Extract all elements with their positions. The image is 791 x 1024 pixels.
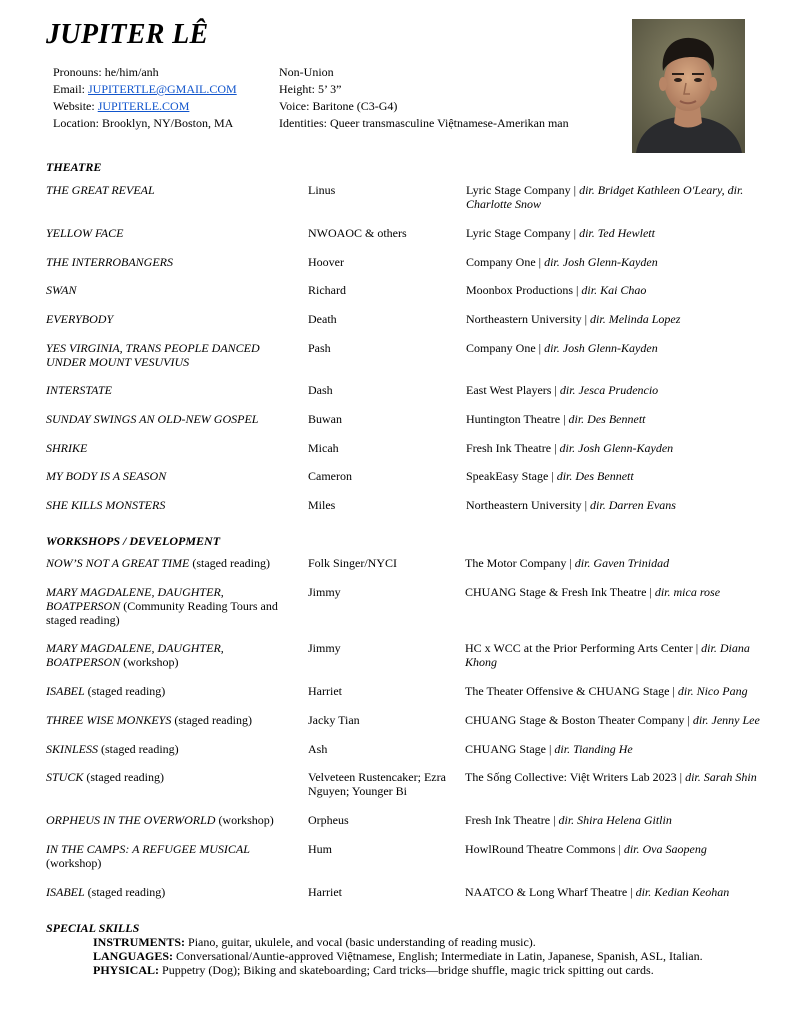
show-title: SWAN — [46, 283, 77, 297]
actor-name: JUPITER LÊ — [46, 19, 209, 50]
show-title: INTERSTATE — [46, 383, 113, 397]
role: Jacky Tian — [308, 713, 360, 727]
credit-row — [46, 885, 776, 905]
workshop-credits — [46, 556, 776, 905]
director: dir. Josh Glenn-Kayden — [559, 441, 674, 455]
credit-row — [46, 713, 776, 742]
show-title: THE GREAT REVEAL — [46, 183, 155, 197]
credit-row — [46, 469, 776, 498]
director: dir. Ted Hewlett — [579, 226, 655, 240]
show-title: ISABEL (staged reading) — [46, 885, 166, 899]
show-title: SUNDAY SWINGS AN OLD-NEW GOSPEL — [46, 412, 259, 426]
role: NWOAOC & others — [308, 226, 407, 240]
email-label: Email: — [53, 82, 85, 96]
director: dir. Josh Glenn-Kayden — [544, 255, 658, 269]
email-link[interactable]: JUPITERTLE@GMAIL.COM — [88, 82, 237, 96]
company: The Motor Company | dir. Gaven Trinidad — [465, 556, 670, 570]
role: Death — [308, 312, 337, 326]
company: Company One | dir. Josh Glenn-Kayden — [466, 341, 658, 355]
credit-row — [46, 283, 776, 312]
role: Pash — [308, 341, 331, 355]
role: Richard — [308, 283, 346, 297]
show-title: YES VIRGINIA, TRANS PEOPLE DANCED UNDER MOUNT VESUVIUS — [46, 341, 260, 369]
company: CHUANG Stage & Fresh Ink Theatre | dir. mica rose — [465, 585, 721, 599]
height-value: 5’ 3” — [318, 82, 342, 96]
location-label: Location: — [53, 116, 99, 130]
skill-instruments: INSTRUMENTS: Piano, guitar, ukulele, and vocal (basic understanding of reading music). — [93, 935, 536, 949]
company: NAATCO & Long Wharf Theatre | dir. Kedian Keohan — [465, 885, 730, 899]
role: Jimmy — [308, 585, 341, 599]
role: Miles — [308, 498, 336, 512]
physical-info — [279, 64, 619, 132]
director: dir. Kai Chao — [581, 283, 647, 297]
contact-info — [53, 64, 273, 132]
director: dir. Kedian Keohan — [635, 885, 730, 899]
credit-row — [46, 383, 776, 412]
role: Cameron — [308, 469, 352, 483]
credit-row — [46, 341, 776, 383]
union-value: Non-Union — [279, 65, 334, 79]
union-status — [279, 64, 619, 81]
website-label: Website: — [53, 99, 95, 113]
director: dir. Ova Saopeng — [623, 842, 707, 856]
email-line — [53, 81, 273, 98]
company: SpeakEasy Stage | dir. Des Bennett — [466, 469, 634, 483]
show-title: MARY MAGDALENE, DAUGHTER, BOATPERSON (Community Reading Tours and staged reading) — [46, 585, 278, 627]
identities-label: Identities: — [279, 116, 327, 130]
director: dir. Darren Evans — [590, 498, 676, 512]
credit-row — [46, 770, 776, 813]
special-skills — [93, 935, 773, 977]
director: dir. Bridget Kathleen O'Leary, dir. Charlotte Snow — [466, 183, 744, 211]
identities-value: Queer transmasculine Việtnamese-Amerikan man — [330, 116, 569, 130]
role: Velveteen Rustencaker; Ezra Nguyen; Younger Bi — [308, 770, 446, 798]
theatre-heading: THEATRE — [46, 160, 102, 174]
show-title: YELLOW FACE — [46, 226, 124, 240]
company: Northeastern University | dir. Melinda Lopez — [466, 312, 681, 326]
credit-row — [46, 498, 776, 518]
director: dir. Des Bennett — [556, 469, 634, 483]
company: East West Players | dir. Jesca Prudencio — [466, 383, 659, 397]
credit-row — [46, 226, 776, 255]
credit-row — [46, 412, 776, 441]
show-title: THE INTERROBANGERS — [46, 255, 173, 269]
role: Dash — [308, 383, 333, 397]
company: Lyric Stage Company | dir. Bridget Kathleen O'Leary, dir. Charlotte Snow — [466, 183, 744, 211]
role: Folk Singer/NYCI — [308, 556, 398, 570]
pronouns-line — [53, 64, 273, 81]
credit-row — [46, 183, 776, 226]
director: dir. Nico Pang — [677, 684, 748, 698]
show-title: SHE KILLS MONSTERS — [46, 498, 166, 512]
company: Huntington Theatre | dir. Des Bennett — [466, 412, 646, 426]
role: Hoover — [308, 255, 344, 269]
role: Orpheus — [308, 813, 349, 827]
workshops-heading: WORKSHOPS / DEVELOPMENT — [46, 534, 221, 548]
skill-languages: LANGUAGES: Conversational/Auntie-approved Việtnamese, English; Intermediate in Latin, Japanese, Spanish, ASL, Italian. — [93, 949, 703, 963]
company: Lyric Stage Company | dir. Ted Hewlett — [466, 226, 655, 240]
company: The Theater Offensive & CHUANG Stage | dir. Nico Pang — [465, 684, 748, 698]
company: HowlRound Theatre Commons | dir. Ova Saopeng — [465, 842, 707, 856]
show-title: EVERYBODY — [46, 312, 114, 326]
show-title: SKINLESS (staged reading) — [46, 742, 179, 756]
company: The Sống Collective: Việt Writers Lab 2023 | dir. Sarah Shin — [465, 770, 757, 784]
show-title: ISABEL (staged reading) — [46, 684, 166, 698]
director: dir. mica rose — [654, 585, 721, 599]
company: Company One | dir. Josh Glenn-Kayden — [466, 255, 658, 269]
height-label: Height: — [279, 82, 315, 96]
show-title: THREE WISE MONKEYS (staged reading) — [46, 713, 252, 727]
credit-row — [46, 556, 776, 585]
credit-row — [46, 684, 776, 713]
credit-row — [46, 742, 776, 770]
website-line — [53, 98, 273, 115]
company: CHUANG Stage | dir. Tianding He — [465, 742, 633, 756]
company: Fresh Ink Theatre | dir. Josh Glenn-Kayden — [466, 441, 674, 455]
show-title: IN THE CAMPS: A REFUGEE MUSICAL (workshop) — [46, 842, 250, 870]
director: dir. Jenny Lee — [692, 713, 760, 727]
director: dir. Gaven Trinidad — [574, 556, 670, 570]
company: CHUANG Stage & Boston Theater Company | dir. Jenny Lee — [465, 713, 760, 727]
credit-row — [46, 255, 776, 283]
director: dir. Josh Glenn-Kayden — [544, 341, 658, 355]
director: dir. Sarah Shin — [685, 770, 757, 784]
director: dir. Tianding He — [554, 742, 633, 756]
director: dir. Des Bennett — [568, 412, 646, 426]
voice-value: Baritone (C3-G4) — [312, 99, 398, 113]
show-title: ORPHEUS IN THE OVERWORLD (workshop) — [46, 813, 274, 827]
role: Jimmy — [308, 641, 341, 655]
identities-line — [279, 115, 619, 132]
voice-label: Voice: — [279, 99, 310, 113]
skills-heading: SPECIAL SKILLS — [46, 921, 140, 935]
credit-row — [46, 813, 776, 842]
voice-line — [279, 98, 619, 115]
role: Harriet — [308, 684, 342, 698]
headshot-photo — [632, 19, 745, 153]
director: dir. Diana Khong — [465, 641, 750, 669]
director: dir. Shira Helena Gitlin — [558, 813, 672, 827]
role: Linus — [308, 183, 336, 197]
website-link[interactable]: JUPITERLE.COM — [97, 99, 190, 113]
show-title: STUCK (staged reading) — [46, 770, 164, 784]
credit-row — [46, 441, 776, 469]
company: HC x WCC at the Prior Performing Arts Center | dir. Diana Khong — [465, 641, 750, 669]
director: dir. Melinda Lopez — [590, 312, 681, 326]
location-line — [53, 115, 273, 132]
role: Micah — [308, 441, 339, 455]
role: Harriet — [308, 885, 342, 899]
role: Ash — [308, 742, 328, 756]
show-title: MY BODY IS A SEASON — [46, 469, 167, 483]
pronouns-label: Pronouns: — [53, 65, 102, 79]
role: Hum — [308, 842, 332, 856]
director: dir. Jesca Prudencio — [559, 383, 659, 397]
show-title: MARY MAGDALENE, DAUGHTER, BOATPERSON (workshop) — [46, 641, 224, 669]
credit-row — [46, 585, 776, 641]
height-line — [279, 81, 619, 98]
theatre-credits — [46, 183, 776, 518]
location-value: Brooklyn, NY/Boston, MA — [101, 116, 234, 130]
company: Northeastern University | dir. Darren Evans — [466, 498, 676, 512]
company: Fresh Ink Theatre | dir. Shira Helena Gitlin — [465, 813, 672, 827]
role: Buwan — [308, 412, 342, 426]
company: Moonbox Productions | dir. Kai Chao — [466, 283, 647, 297]
pronouns-value: he/him/anh — [104, 65, 159, 79]
skill-physical: PHYSICAL: Puppetry (Dog); Biking and skateboarding; Card tricks—bridge shuffle, magic trick spitting out cards. — [93, 963, 654, 977]
credit-row — [46, 312, 776, 341]
credit-row — [46, 641, 776, 684]
credit-row — [46, 842, 776, 885]
show-title: SHRIKE — [46, 441, 88, 455]
show-title: NOW’S NOT A GREAT TIME (staged reading) — [46, 556, 270, 570]
